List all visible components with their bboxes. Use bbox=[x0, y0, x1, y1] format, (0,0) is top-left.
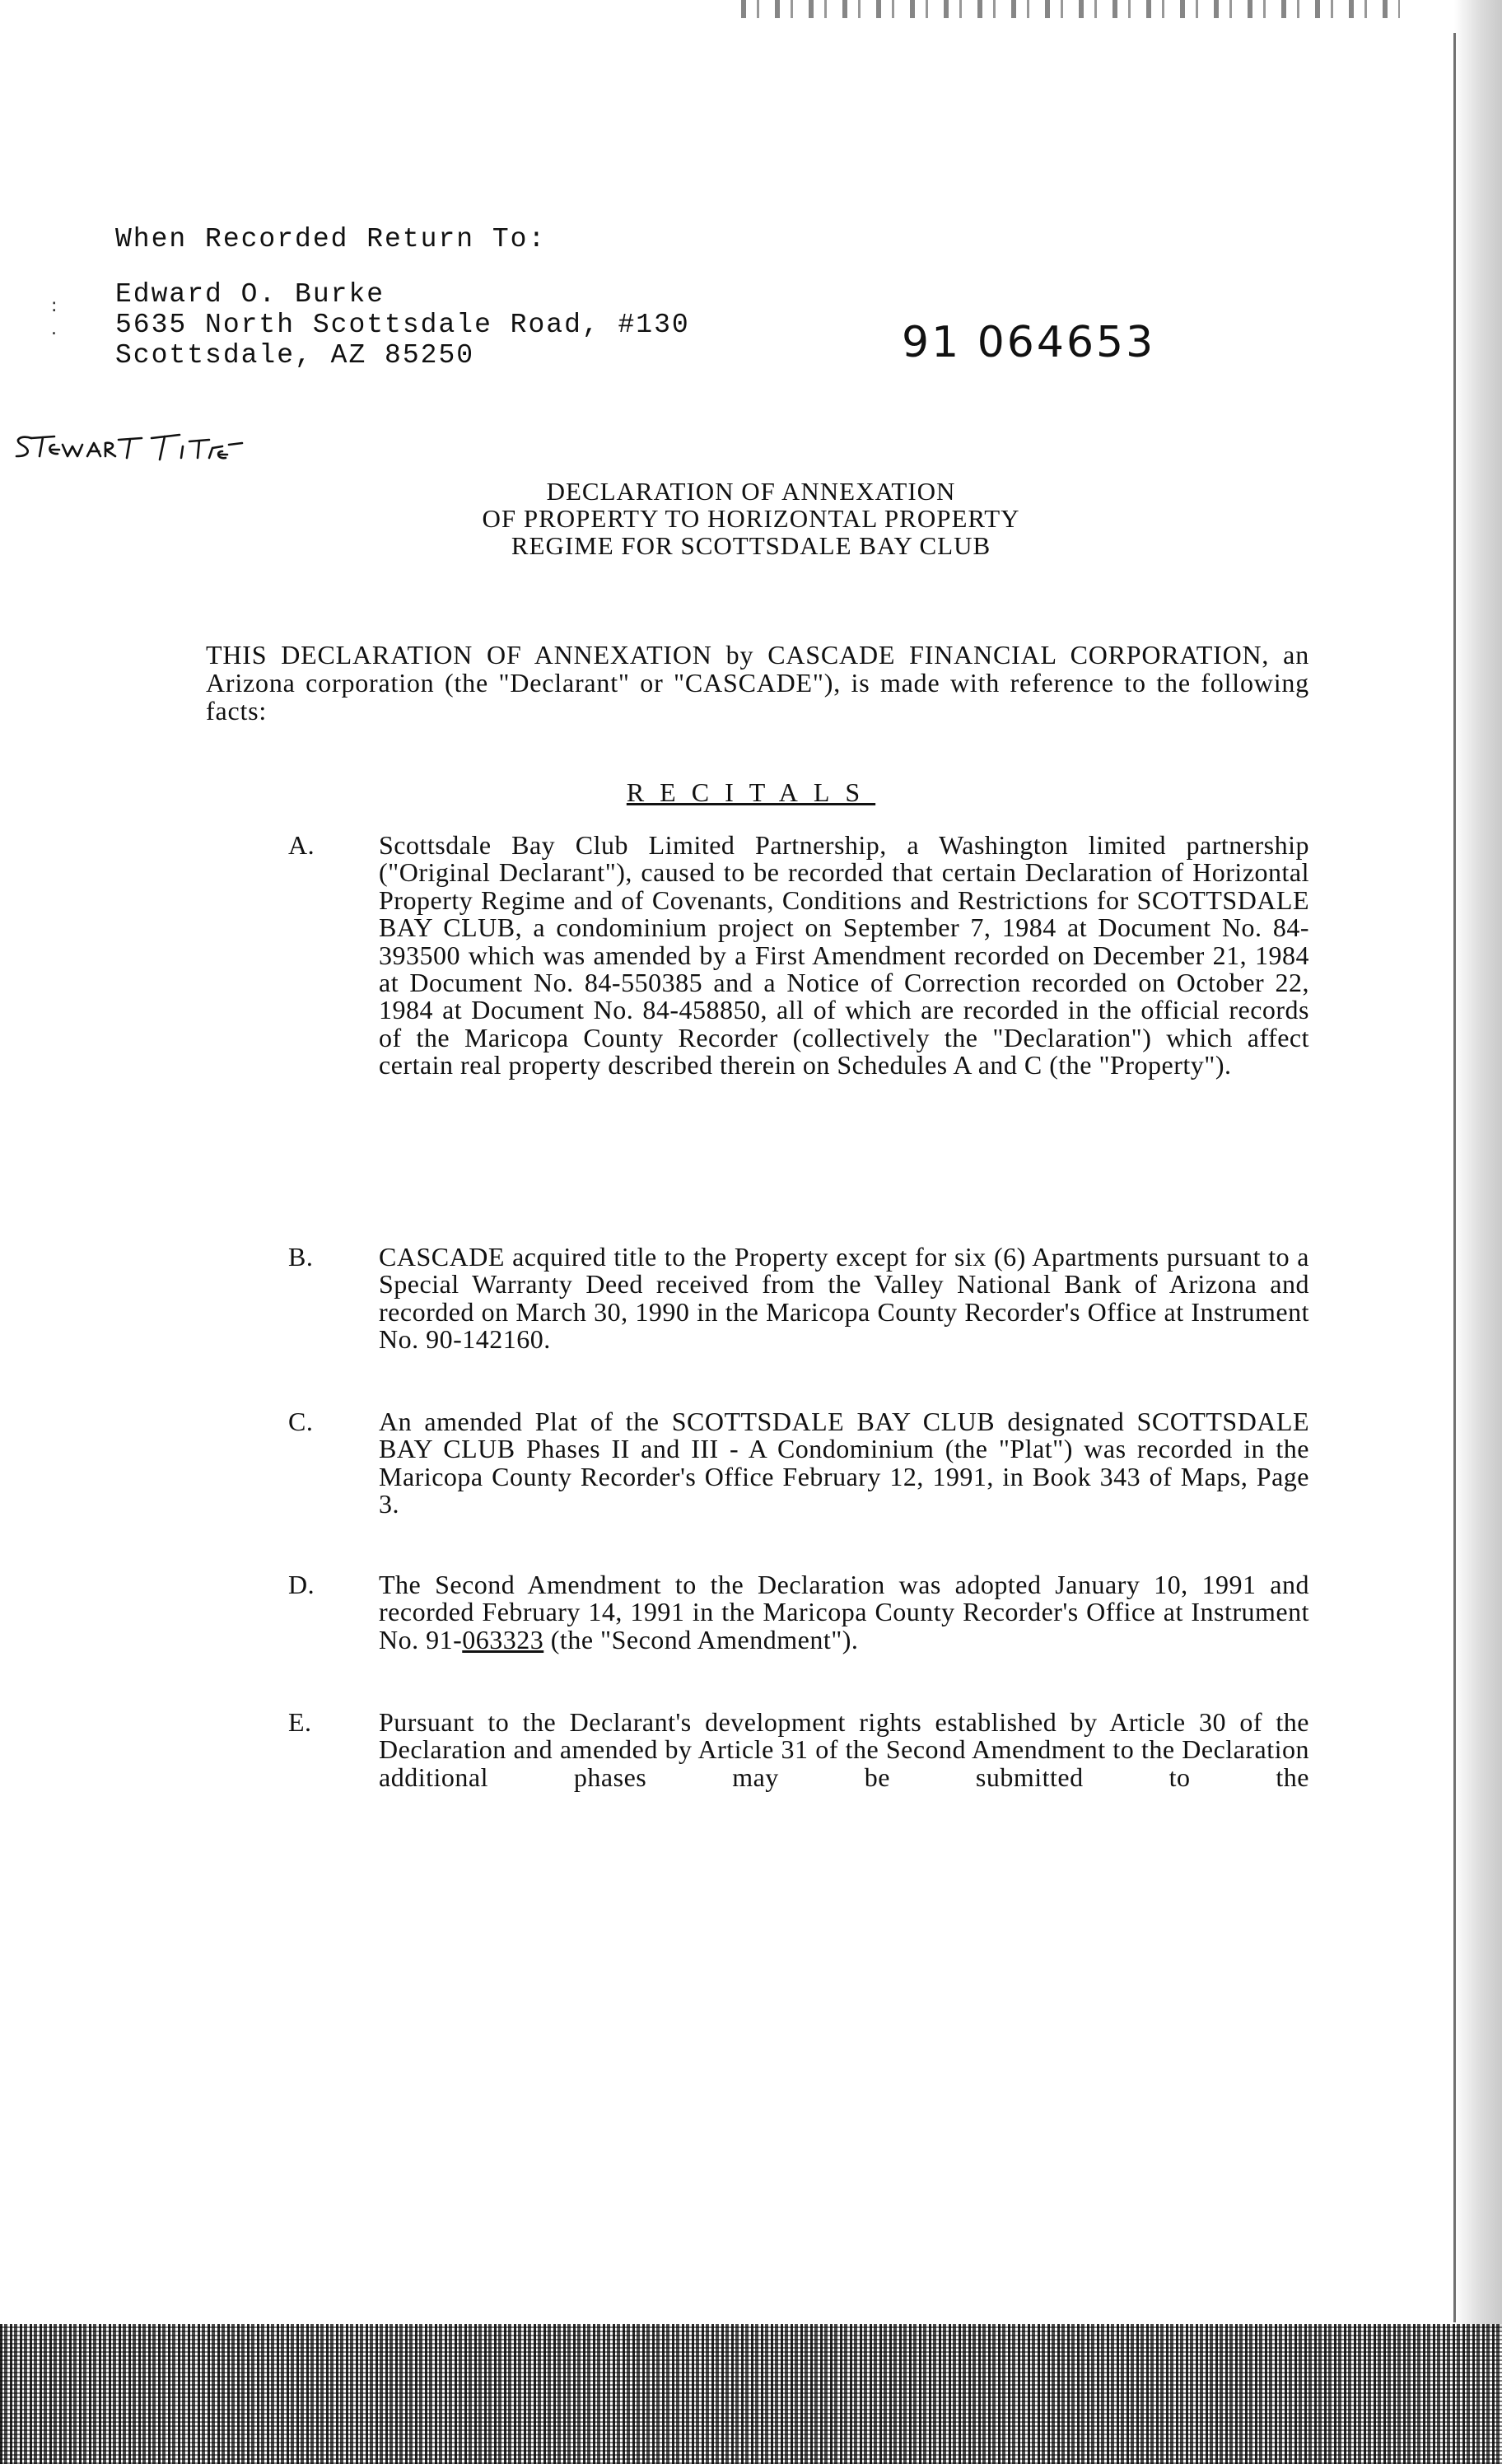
scan-right-edge-line bbox=[1453, 33, 1456, 2322]
title-line-3: REGIME FOR SCOTTSDALE BAY CLUB bbox=[511, 531, 991, 560]
document-title bbox=[0, 478, 1502, 559]
handwritten-stewart-title-signature bbox=[7, 427, 254, 468]
scan-bottom-edge-noise bbox=[0, 2324, 1502, 2464]
scan-top-edge-noise bbox=[741, 0, 1400, 18]
recording-number: 91 064653 bbox=[902, 318, 1156, 367]
recitals-heading: RECITALS bbox=[626, 777, 876, 807]
return-address-block bbox=[115, 224, 690, 371]
title-line-2: OF PROPERTY TO HORIZONTAL PROPERTY bbox=[482, 504, 1020, 533]
scan-right-edge-shadow bbox=[1454, 0, 1502, 2331]
recital-letter: B. bbox=[288, 1242, 314, 1272]
recital-letter: C. bbox=[288, 1407, 314, 1436]
recital-text-end: (the "Second Amendment"). bbox=[543, 1624, 859, 1654]
recital-letter: D. bbox=[288, 1570, 315, 1599]
intro-paragraph: THIS DECLARATION OF ANNEXATION by CASCADE FINANCIAL CORPORATION, an Arizona corporation (the "Declarant" or "CASCADE"), is made with reference to the following facts: bbox=[206, 640, 1309, 726]
recital-text: Pursuant to the Declarant's development rights established by Article 30 of the Declaration and amended by Article 31 of the Second Amendment to the Declaration additional phases may be submitted to the bbox=[379, 1707, 1309, 1792]
return-street: 5635 North Scottsdale Road, #130 bbox=[115, 310, 690, 340]
recital-text bbox=[379, 1571, 1309, 1654]
recital-text-start: The Second Amendment to the Declaration was adopted January 10, 1991 and recorded February 14, 1991 in the Maricopa County Recorder's Office at Instrument No. 91- bbox=[379, 1570, 1309, 1654]
return-label: When Recorded Return To: bbox=[115, 224, 547, 254]
return-city: Scottsdale, AZ 85250 bbox=[115, 340, 475, 371]
recital-text: CASCADE acquired title to the Property except for six (6) Apartments pursuant to a Special Warranty Deed received from the Valley National Bank of Arizona and recorded on March 30, 1990 in the Maricopa County Recorder's Office at Instrument No. 90-142160. bbox=[379, 1242, 1309, 1355]
recital-letter: A. bbox=[288, 830, 315, 860]
recital-text: An amended Plat of the SCOTTSDALE BAY CLUB designated SCOTTSDALE BAY CLUB Phases II and III - A Condominium (the "Plat") was recorded in the Maricopa County Recorder's Office February 12, 1991, in Book 343 of Maps, Page 3. bbox=[379, 1407, 1309, 1519]
recital-text: Scottsdale Bay Club Limited Partnership, a Washington limited partnership ("Original Declarant"), caused to be recorded that certain Declaration of Horizontal Property Regime and of Covenants, Conditions and Restrictions for SCOTTSDALE BAY CLUB, a condominium project on September 7, 1984 at Document No. 84-393500 which was amended by a First Amendment recorded on December 21, 1984 at Document No. 84-550385 and a Notice of Correction recorded on October 22, 1984 at Document No. 84-458850, all of which are recorded in the official records of the Maricopa County Recorder (collectively the "Declaration") which affect certain real property described therein on Schedules A and C (the "Property"). bbox=[379, 830, 1309, 1080]
title-line-1: DECLARATION OF ANNEXATION bbox=[546, 477, 956, 506]
instrument-number: 063323 bbox=[462, 1624, 544, 1654]
recital-letter: E. bbox=[288, 1707, 312, 1737]
margin-marks: : . bbox=[51, 296, 58, 339]
return-name: Edward O. Burke bbox=[115, 279, 385, 310]
